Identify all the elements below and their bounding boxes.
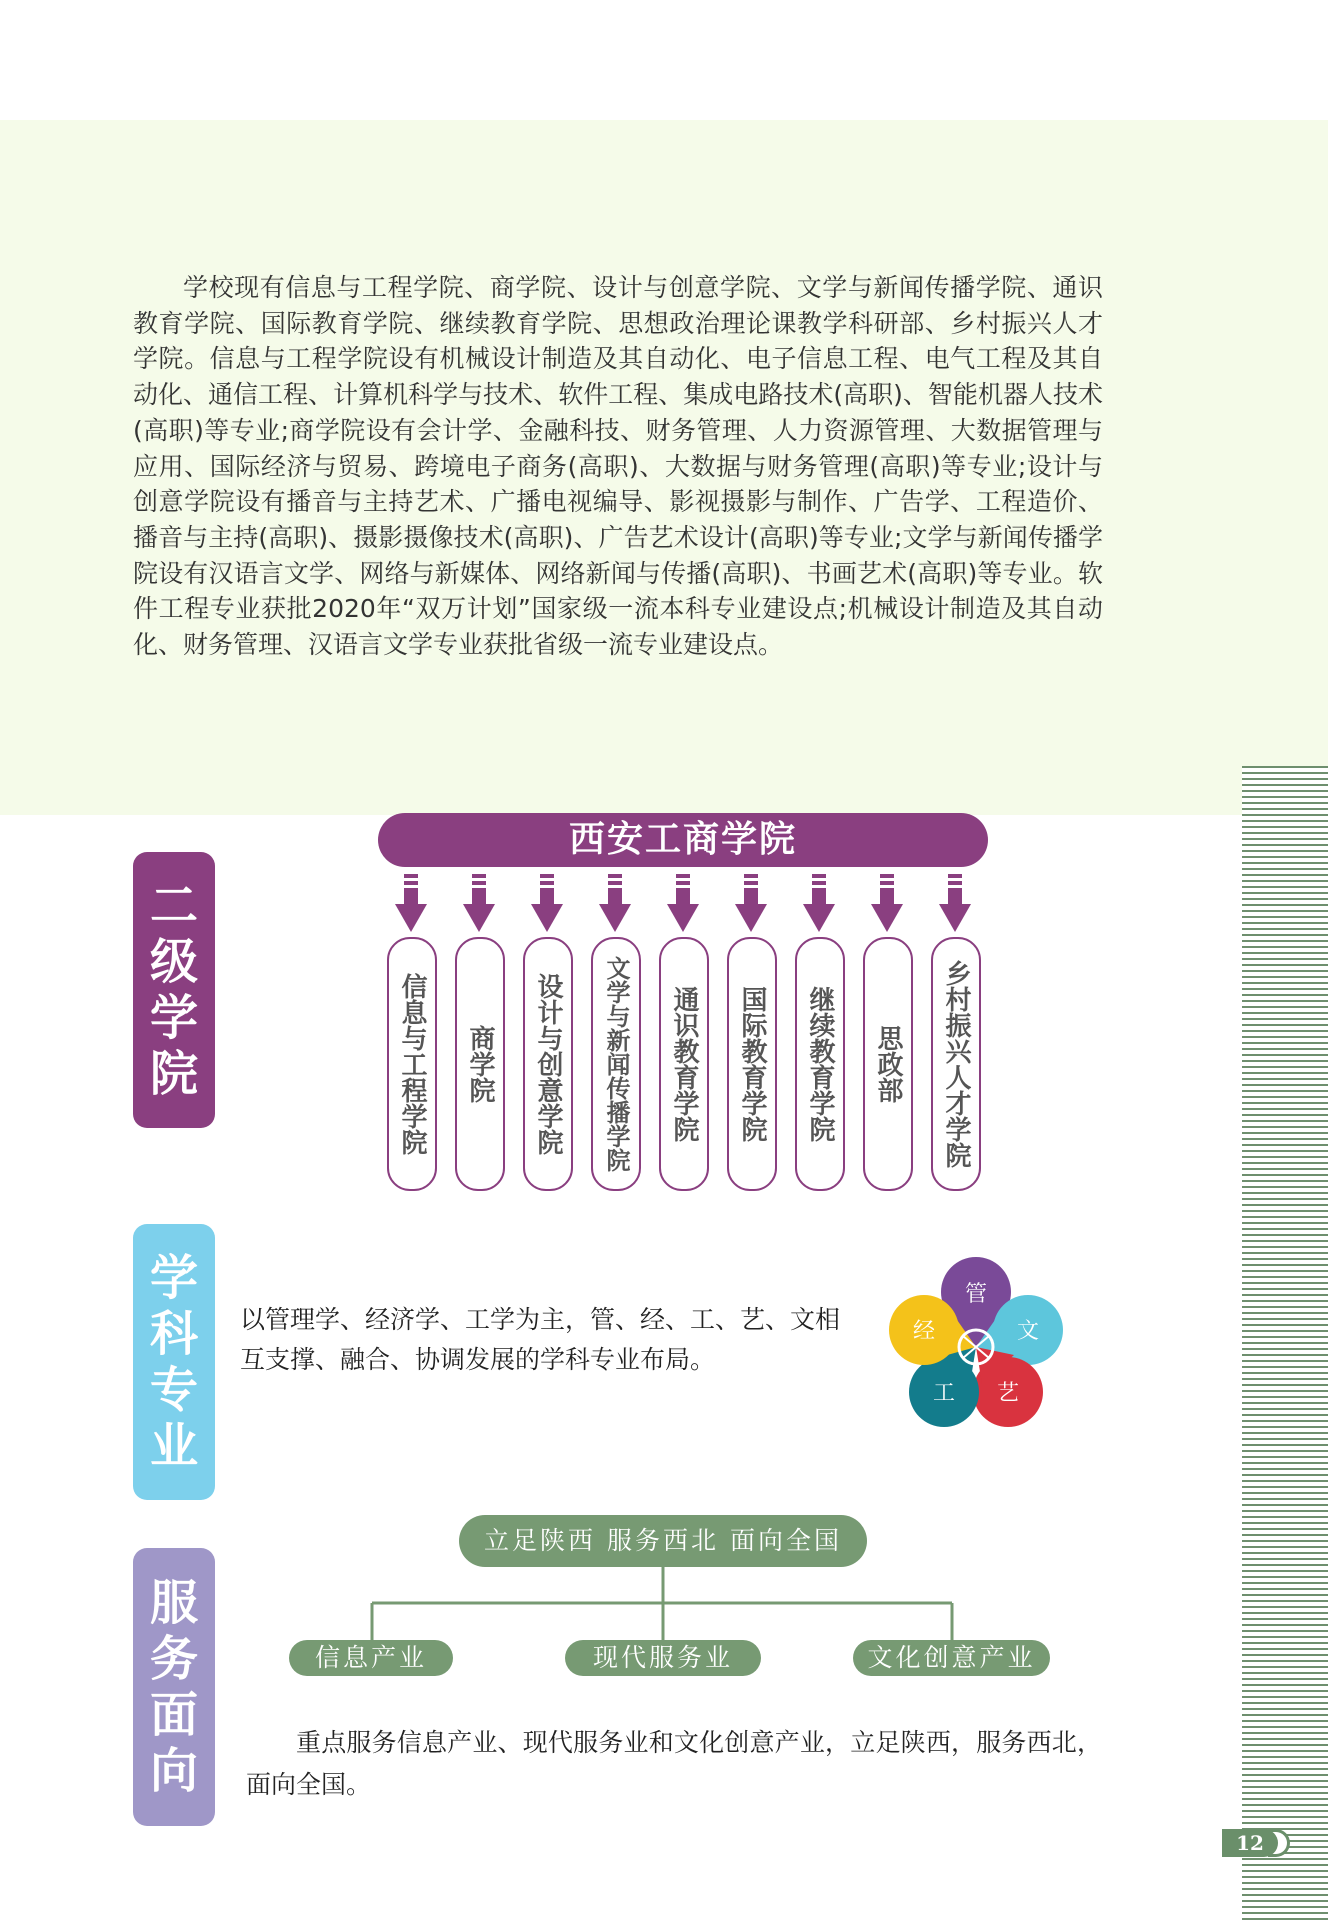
down-arrow-icon bbox=[454, 874, 504, 934]
section-label-colleges bbox=[133, 852, 215, 1128]
petal-label: 艺 bbox=[996, 1381, 1020, 1406]
label-char: 专 bbox=[149, 1362, 198, 1418]
college-name: 思政部 bbox=[873, 1025, 903, 1103]
college-name: 信息与工程学院 bbox=[397, 973, 427, 1155]
section-label-subjects bbox=[133, 1224, 215, 1500]
college-name: 商学院 bbox=[465, 1025, 495, 1103]
down-arrow-icon bbox=[386, 874, 436, 934]
college-pill bbox=[455, 937, 505, 1191]
college-pill bbox=[591, 937, 641, 1191]
section-label-service bbox=[133, 1548, 215, 1826]
down-arrow-icon bbox=[726, 874, 776, 934]
down-arrow-icon bbox=[658, 874, 708, 934]
industry-info: 信息产业 bbox=[289, 1640, 453, 1676]
college-pill bbox=[931, 937, 981, 1191]
label-char: 科 bbox=[149, 1306, 198, 1362]
college-pill bbox=[727, 937, 777, 1191]
label-char: 二 bbox=[149, 878, 198, 934]
label-char: 院 bbox=[149, 1046, 198, 1102]
down-arrow-icon bbox=[862, 874, 912, 934]
college-pill bbox=[795, 937, 845, 1191]
label-char: 学 bbox=[149, 1250, 198, 1306]
petal-label: 文 bbox=[1016, 1319, 1040, 1344]
petal-label: 工 bbox=[932, 1381, 956, 1406]
down-arrow-icon bbox=[590, 874, 640, 934]
label-char: 务 bbox=[149, 1631, 198, 1687]
college-name: 设计与创意学院 bbox=[533, 973, 563, 1155]
label-char: 学 bbox=[149, 990, 198, 1046]
down-arrow-icon bbox=[930, 874, 980, 934]
label-char: 业 bbox=[149, 1418, 198, 1474]
down-arrow-icon bbox=[522, 874, 572, 934]
petal-label: 管 bbox=[964, 1282, 988, 1307]
intro-paragraph: 学校现有信息与工程学院、商学院、设计与创意学院、文学与新闻传播学院、通识教育学院、国际教育学院、继续教育学院、思想政治理论课教学科研部、乡村振兴人才学院。信息与工程学院设有机械设计制造及其自动化、电子信息工程、电气工程及其自动化、通信工程、计算机科学与技术、软件工程、集成电路技术(高职)、智能机器人技术(高职)等专业;商学院设有会计学、金融科技、财务管理、人力资源管理、大数据管理与应用、国际经济与贸易、跨境电子商务(高职)、大数据与财务管理(高职)等专业;设计与创意学院设有播音与主持艺术、广播电视编导、影视摄影与制作、广告学、工程造价、播音与主持(高职)、摄影摄像技术(高职)、广告艺术设计(高职)等专业;文学与新闻传播学院设有汉语言文学、网络与新媒体、网络新闻与传播(高职)、书画艺术(高职)等专业。软件工程专业获批2020年“双万计划”国家级一流本科专业建设点;机械设计制造及其自动化、财务管理、汉语言文学专业获批省级一流专业建设点。 bbox=[133, 273, 1103, 660]
page-number: 12 bbox=[1222, 1829, 1278, 1857]
college-name: 通识教育学院 bbox=[669, 986, 699, 1142]
decorative-stripes bbox=[1242, 766, 1328, 1920]
school-name-bar: 西安工商学院 bbox=[378, 813, 988, 867]
college-name: 继续教育学院 bbox=[805, 986, 835, 1142]
label-char: 面 bbox=[149, 1687, 198, 1743]
label-char: 级 bbox=[149, 934, 198, 990]
label-char: 向 bbox=[149, 1743, 198, 1799]
college-name: 乡村振兴人才学院 bbox=[941, 960, 971, 1168]
subject-description: 以管理学、经济学、工学为主，管、经、工、艺、文相互支撑、融合、协调发展的学科专业布局。 bbox=[240, 1305, 841, 1374]
industry-modern-service: 现代服务业 bbox=[565, 1640, 761, 1676]
label-char: 服 bbox=[149, 1575, 198, 1631]
college-pill bbox=[523, 937, 573, 1191]
down-arrow-icon bbox=[794, 874, 844, 934]
college-name: 文学与新闻传播学院 bbox=[602, 956, 630, 1172]
service-description: 重点服务信息产业、现代服务业和文化创意产业，立足陕西，服务西北，面向全国。 bbox=[246, 1728, 1102, 1799]
college-pill bbox=[387, 937, 437, 1191]
college-name: 国际教育学院 bbox=[737, 986, 767, 1142]
service-hub: 立足陕西 服务西北 面向全国 bbox=[459, 1515, 867, 1567]
petal-label: 经 bbox=[912, 1319, 936, 1344]
industry-cultural-creative: 文化创意产业 bbox=[853, 1640, 1050, 1676]
discipline-flower-diagram bbox=[880, 1252, 1072, 1442]
college-pill bbox=[863, 937, 913, 1191]
college-pill bbox=[659, 937, 709, 1191]
